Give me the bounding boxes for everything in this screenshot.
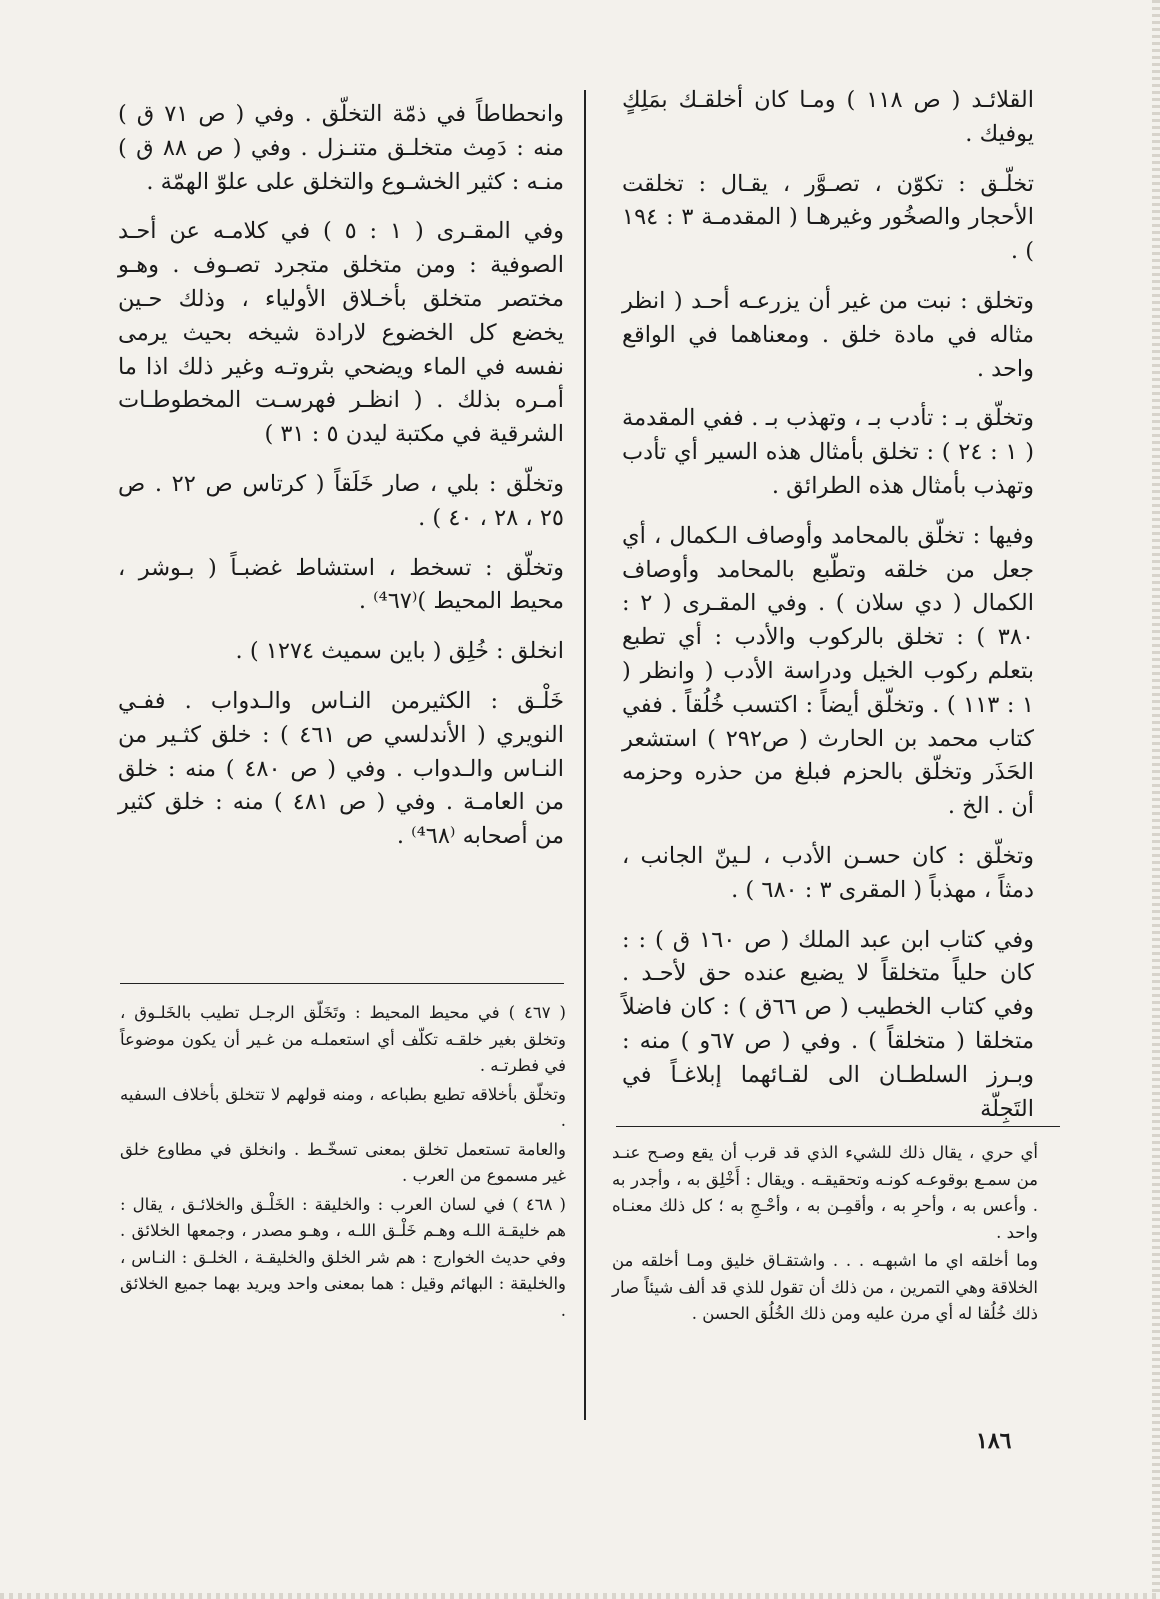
footnotes-left [120,1000,566,1326]
column-divider [584,90,586,1420]
main-text-right-column [622,84,1034,1142]
footnote: ( ٤٦٨ ) في لسان العرب : والخليقة : الخَلْـق والخلائـق ، يقال : هم خليقـة اللـه وهـم خَلْـق اللـه ، وهـو مصدر ، وجمعها الخلائق . وفي حديث الخوارج : هم شر الخلق والخليقـة ، الخلـق : النـاس ، والخليقة : البهائم وقيل : هما بمعنى واحد ويريد بهما جميع الخلائق . [120,1194,566,1320]
footnote: ( ٤٦٧ ) في محيط المحيط : وتَخَلّق الرجـل تطيب بالخَلـوق ، وتخلق بغير خلقـه تكلّف أي استعملـه من غـير أن يكون موضوعاً في فطرتـه . [120,1003,566,1075]
paragraph: انخلق : خُلِق ( باين سميث ١٢٧٤ ) . [235,638,564,665]
footnotes-right [612,1140,1038,1330]
paragraph: وفي المقـرى ( ١ : ٥ ) في كلامـه عن أحـد الصوفية : ومن متخلق متجرد تصـوف . وهـو مختصر متخلق بأخـلاق الأولياء ، وذلك حـين يخضع كل الخضوع لارادة شيخه بحيث يرمى نفسه في الماء ويضحي بثروتـه وغير ذلك اذا ما أمـره بذلك . ( انظـر فهرسـت المخطوطـات الشرقية في مكتبة ليدن ٥ : ٣١ ) [118,218,564,448]
paragraph: وانحطاطاً في ذمّة التخلّق . وفي ( ص ٧١ ق ) منه : دَمِث متخلـق متنـزل . وفي ( ص ٨٨ ق ) منـه : كثير الخشـوع والتخلق على علوّ الهمّة . [118,101,565,195]
footnote: وما أخلقه اي ما اشبهـه . . . واشتقـاق خليق ومـا أخلقه من الخلاقة وهي التمرين ، من ذلك أن تقول للذي قد ألف شيئاً صار ذلك خُلُقا له أي مرن عليه ومن ذلك الخُلُق الحسن . [612,1251,1038,1323]
footnote: وتخلّق بأخلاقه تطبع بطباعه ، ومنه قولهم لا تتخلق بأخلاف السفيه . [120,1084,566,1130]
paragraph: وتخلق : نبت من غير أن يزرعـه أحـد ( انظر مثاله في مادة خلق . ومعناهما في الواقع واحد . [622,287,1034,382]
page-bottom-edge [0,1593,1160,1599]
footnote-separator-left [120,983,564,984]
page-edge [1152,0,1160,1599]
main-text-left-column [118,98,564,870]
footnote: أي حري ، يقال ذلك للشيء الذي قد قرب أن يقع وصـح عنـد من سمـع بوقوعـه كونـه وتحقيقـه . ويقال : أَخْلِق به ، وأجدر به . وأعس به ، وأحرِ به ، وأقمِـن به ، وأحْـجِ به ؛ كل ذلك معنـاه واحد . [612,1143,1038,1242]
paragraph: وفي كتاب ابن عبد الملك ( ص ١٦٠ ق ) : : كان حلياً متخلقاً لا يضيع عنده حق لأحـد . وفي كتاب الخطيب ( ص ٦٦ق ) : كان فاضلاً متخلقا ( متخلقاً ) . وفي ( ص ٦٧و ) منه : وبـرز السلطـان الى لقـائهما إبلاغـاً في التَجِلّة [622,926,1034,1122]
footnote-separator-right [616,1126,1060,1127]
paragraph: وتخلّق : تسخط ، استشاط غضبـاً ( بـوشر ، محيط المحيط )⁽⁴٦٧⁾ . [118,554,564,615]
paragraph: وتخلّق بـ : تأدب بـ ، وتهذب بـ . ففي المقدمة ( ١ : ٢٤ ) : تخلق بأمثال هذه السير أي تأدب وتهذب بأمثال هذه الطرائق . [622,405,1035,499]
paragraph: وتخلّق : بلي ، صار خَلَقاً ( كرتاس ص ٢٢ . ص ٢٥ ، ٢٨ ، ٤٠ ) . [118,470,564,531]
footnote: والعامة تستعمل تخلق بمعنى تسخّـط . وانخلق في مطاوع خلق غير مسموع من العرب . [120,1139,566,1185]
paragraph: وفيها : تخلّق بالمحامد وأوصاف الـكمال ، أي جعل من خلقه وتطّبع بالمحامد وأوصاف الكمال ( دي سلان ) . وفي المقـرى ( ٢ : ٣٨٠ ) : تخلق بالركوب والأدب : أي تطبع بتعلم ركوب الخيل ودراسة الأدب ( وانظر ( ١ : ١١٣ ) . وتخلّق أيضاً : اكتسب خُلُقاً . ففي كتاب محمد بن الحارث ( ص٢٩٢ ) استشعر الحَذَر وتخلّق بالحزم فبلغ من حذره وحزمه أن . الخ . [622,522,1035,820]
page-number: ١٨٦ [976,1428,1012,1454]
paragraph: خَلْـق : الكثيرمن النـاس والـدواب . ففـي النويري ( الأندلسي ص ٤٦١ ) : خلق كثـير من النـاس والـدواب . وفي ( ص ٤٨٠ ) منه : خلق من العامـة . وفي ( ص ٤٨١ ) منه : خلق كثير من أصحابه ⁽⁴٦٨⁾ . [118,687,565,850]
paragraph: وتخلّق : كان حسـن الأدب ، لـينّ الجانب ، دمثاً ، مهذباً ( المقرى ٣ : ٦٨٠ ) . [622,842,1034,903]
paragraph: تخلّـق : تكوّن ، تصـوَّر ، يقـال : تخلقت الأحجار والصخُور وغيرهـا ( المقدمـة ٣ : ١٩٤ ) . [622,170,1034,265]
paragraph: القلائـد ( ص ١١٨ ) ومـا كان أخلقـك بمَلِكٍ يوفيك . [622,87,1034,147]
